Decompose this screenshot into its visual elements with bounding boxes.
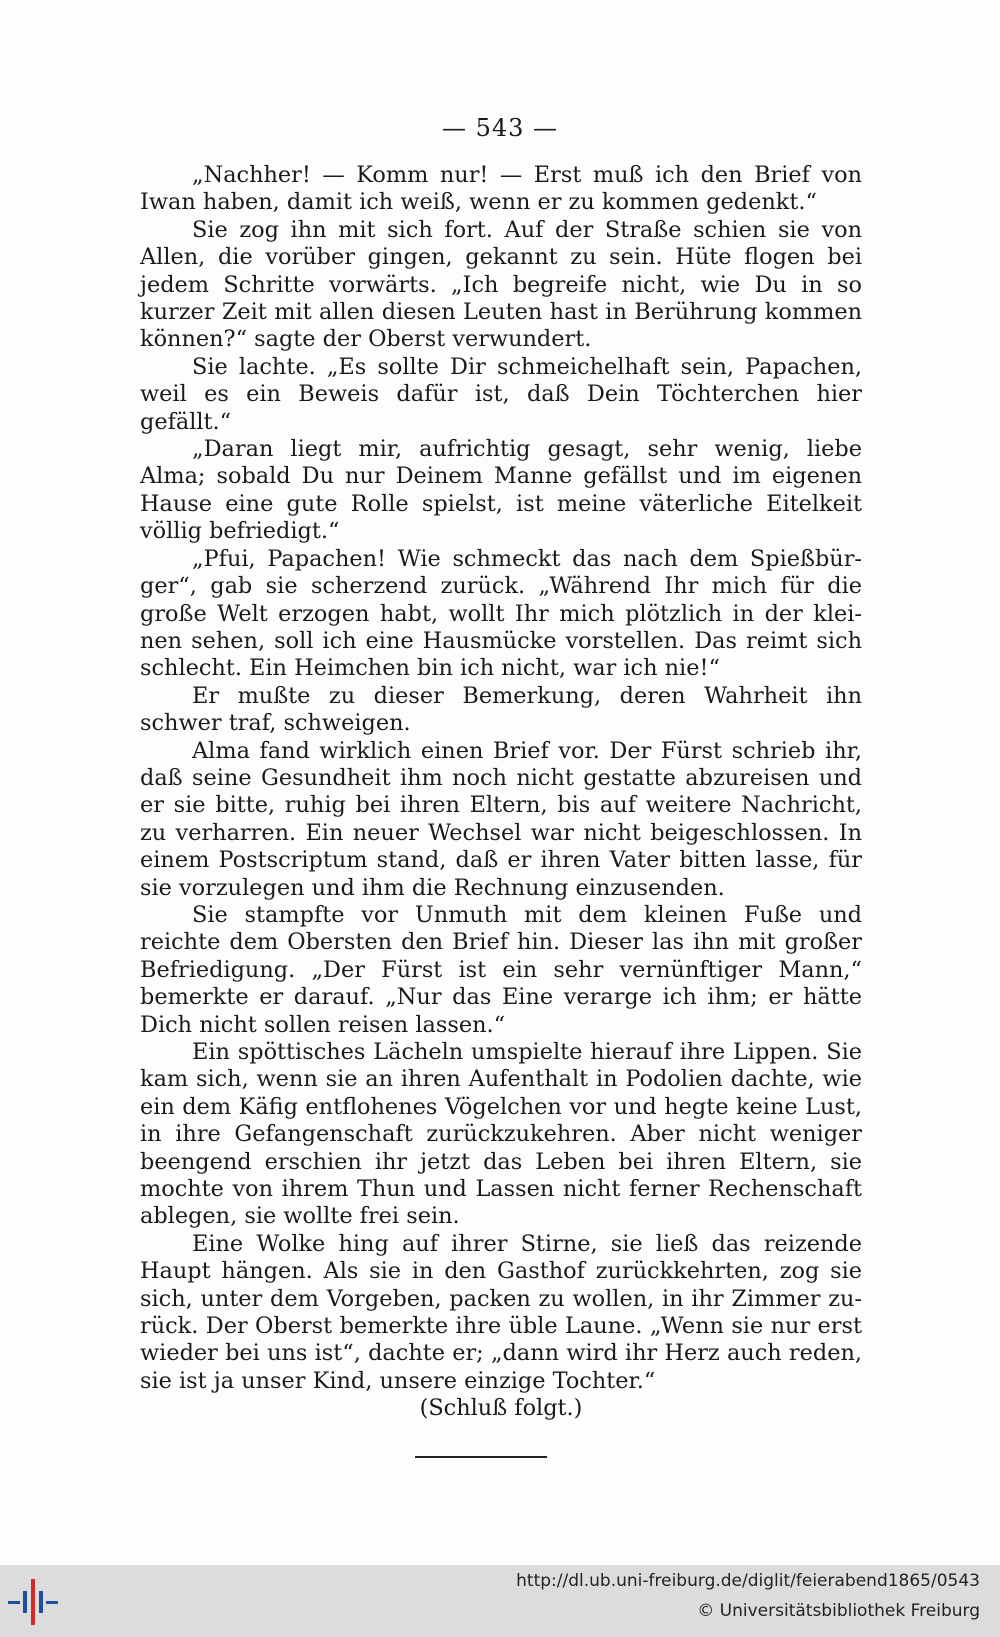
source-url-link[interactable]: http://dl.ub.uni-freiburg.de/diglit/feierabend1865/0543 [516, 1571, 980, 1591]
paragraph: Sie stampfte vor Unmuth mit dem kleinen Fuße und reichte dem Obersten den Brief hin. Dieser las ihn mit großer Befriedigung. „Der Fürst ist ein sehr vernünftiger Mann,“ bemerkte er darauf. „Nur das Eine verarge ich ihm; er hätte Dich nicht sollen reisen lassen.“ [140, 901, 862, 1038]
paragraph: „Nachher! — Komm nur! — Erst muß ich den Brief von Iwan haben, damit ich weiß, wenn er zu kommen gedenkt.“ [140, 162, 862, 216]
page-number: — 543 — [441, 114, 559, 142]
ub-freiburg-logo-icon [8, 1575, 58, 1629]
body-text [140, 162, 862, 1423]
paragraph: Er mußte zu dieser Bemerkung, deren Wahrheit ihn schwer traf, schweigen. [140, 682, 862, 737]
paragraph: Eine Wolke hing auf ihrer Stirne, sie ließ das reizende Haupt hängen. Als sie in den Gasthof zurückkehrten, zog sie sich, unter dem Vorgeben, packen zu wollen, in ihr Zimmer zurück. Der Oberst bemerkte ihre üble Laune. „Wenn sie nur erst wieder bei uns ist“, dachte er; „dann wird ihr Herz auch reden, sie ist ja unser Kind, unsere einzige Tochter.“ [140, 1230, 862, 1394]
copyright-text: © Universitätsbibliothek Freiburg [697, 1601, 980, 1621]
paragraph: Sie lachte. „Es sollte Dir schmeichelhaft sein, Papachen, weil es ein Beweis dafür ist, daß Dein Töchterchen hier gefällt.“ [140, 353, 862, 435]
paragraph: Sie zog ihn mit sich fort. Auf der Straße schien sie von Allen, die vorüber gingen, gekannt zu sein. Hüte flogen bei jedem Schritte vorwärts. „Ich begreife nicht, wie Du in so kurzer Zeit mit allen diesen Leuten hast in Berührung kommen können?“ sagte der Oberst verwundert. [140, 216, 862, 353]
end-rule-divider [415, 1456, 547, 1458]
closing-note: (Schluß folgt.) [419, 1395, 583, 1422]
paragraph: „Daran liegt mir, aufrichtig gesagt, sehr wenig, liebe Alma; sobald Du nur Deinem Manne gefällst und im eigenen Hause eine gute Rolle spielst, ist meine väterliche Eitelkeit völlig befriedigt.“ [140, 436, 862, 545]
paragraph: „Pfui, Papachen! Wie schmeckt das nach dem Spießbürger“, gab sie scherzend zurück. „Während Ihr mich für die große Welt erzogen habt, wollt Ihr mich plötzlich in der kleinen sehen, soll ich eine Hausmücke vorstellen. Das reimt sich schlecht. Ein Heimchen bin ich nicht, war ich nie!“ [140, 545, 862, 682]
paragraph: Ein spöttisches Lächeln umspielte hierauf ihre Lippen. Sie kam sich, wenn sie an ihren Aufenthalt in Podolien dachte, wie ein dem Käfig entflohenes Vögelchen vor und hegte keine Lust, in ihre Gefangenschaft zurückzukehren. Aber nicht weniger beengend erschien ihr jetzt das Leben bei ihren Eltern, sie mochte von ihrem Thun und Lassen nicht ferner Rechenschaft ablegen, sie wollte frei sein. [140, 1039, 862, 1230]
paragraph: Alma fand wirklich einen Brief vor. Der Fürst schrieb ihr, daß seine Gesundheit ihm noch nicht gestatte abzureisen und er sie bitte, ruhig bei ihren Eltern, bis auf weitere Nachricht, zu verharren. Ein neuer Wechsel war nicht beigeschlossen. In einem Postscriptum stand, daß er ihren Vater bitten lasse, für sie vorzulegen und ihm die Rechnung einzusenden. [140, 737, 862, 901]
footer-band [0, 1565, 1000, 1637]
